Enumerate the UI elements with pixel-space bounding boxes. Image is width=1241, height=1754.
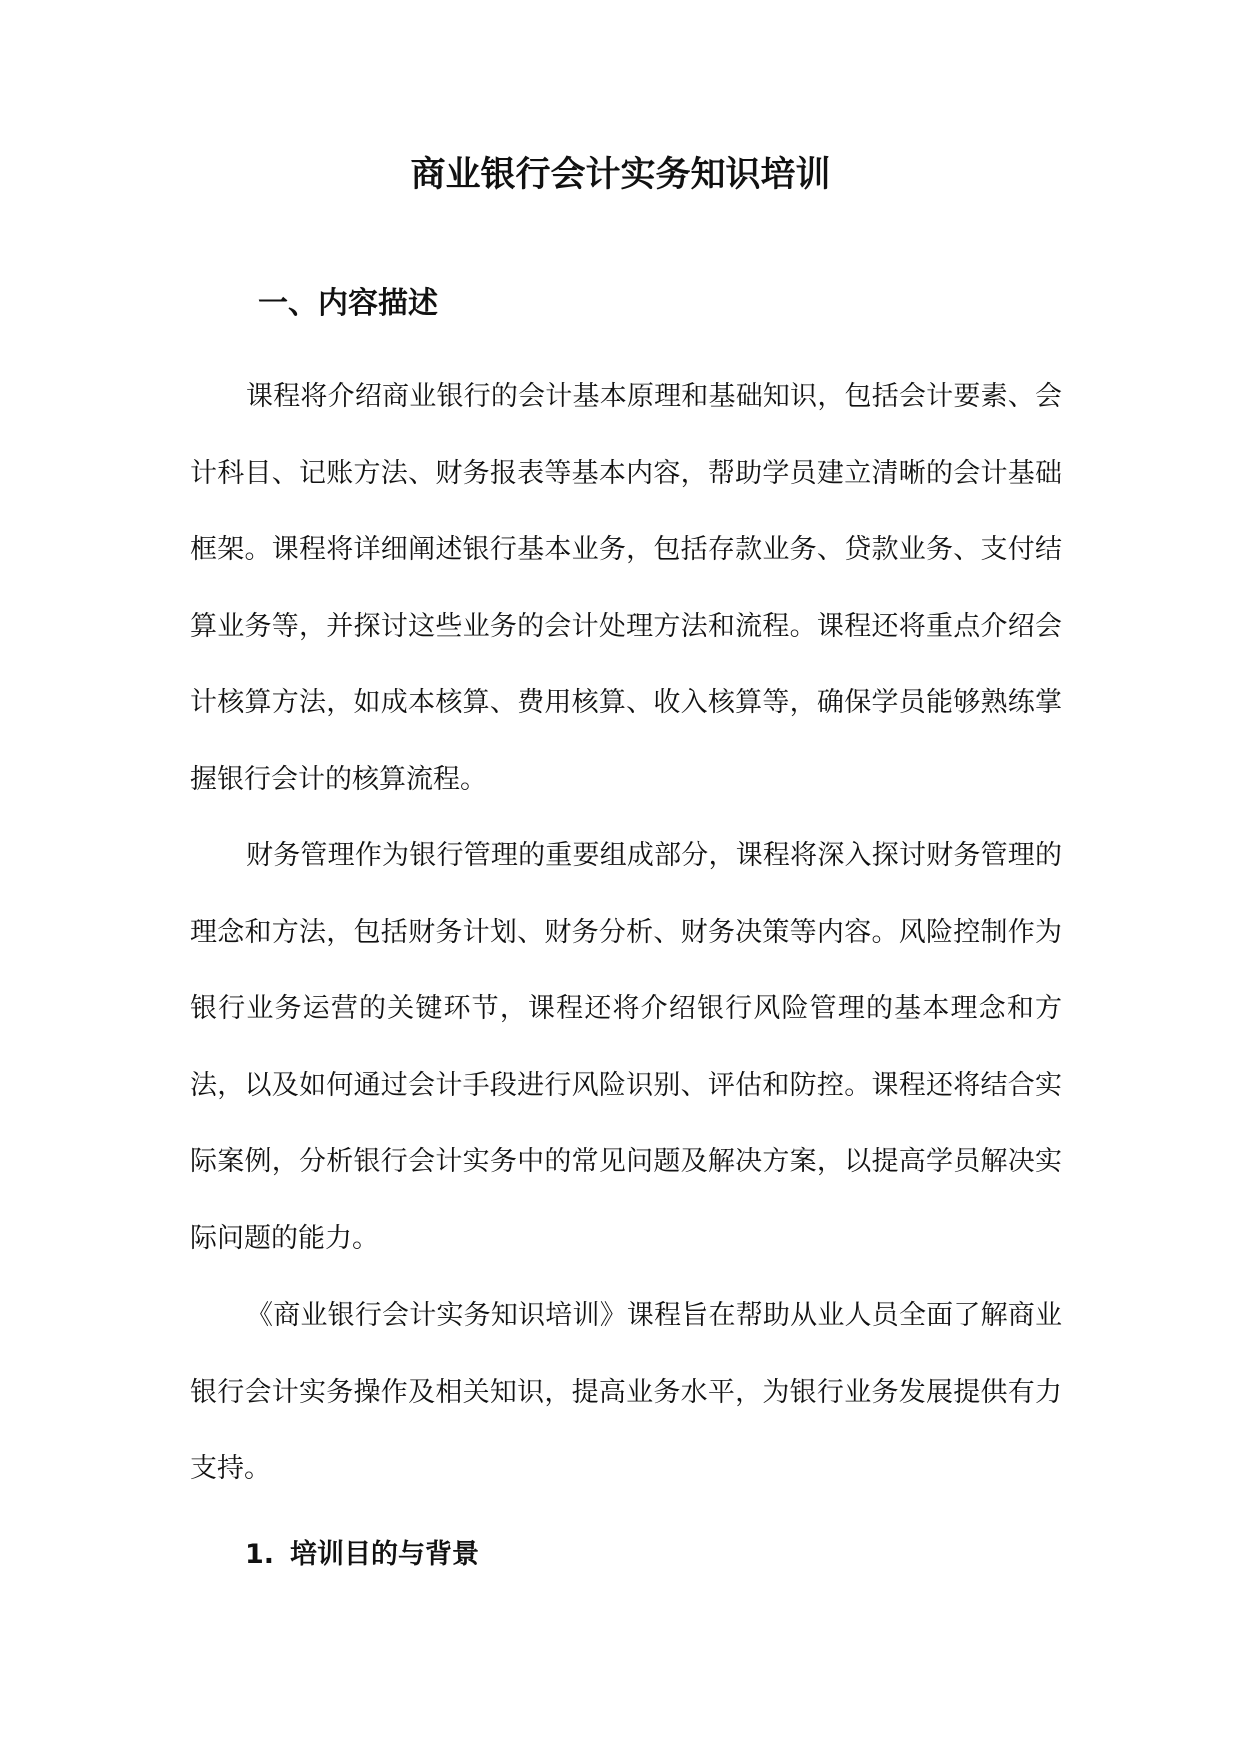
body-paragraph-1: 课程将介绍商业银行的会计基本原理和基础知识，包括会计要素、会计科目、记账方法、财务报表等基本内容，帮助学员建立清晰的会计基础框架。课程将详细阐述银行基本业务，包括存款业务、贷款业务、支付结算业务等，并探讨这些业务的会计处理方法和流程。课程还将重点介绍会计核算方法，如成本核算、费用核算、收入核算等，确保学员能够熟练掌握银行会计的核算流程。 <box>190 381 1062 795</box>
section-heading: 一、内容描述 <box>258 286 438 321</box>
body-paragraph-3: 《商业银行会计实务知识培训》课程旨在帮助从业人员全面了解商业银行会计实务操作及相关知识，提高业务水平，为银行业务发展提供有力支持。 <box>190 1300 1062 1484</box>
document-title: 商业银行会计实务知识培训 <box>410 155 831 195</box>
subheading-text: 培训目的与背景 <box>290 1539 479 1570</box>
subheading <box>245 1535 479 1575</box>
body-paragraph-2: 财务管理作为银行管理的重要组成部分，课程将深入探讨财务管理的理念和方法，包括财务计划、财务分析、财务决策等内容。风险控制作为银行业务运营的关键环节，课程还将介绍银行风险管理的基本理念和方法，以及如何通过会计手段进行风险识别、评估和防控。课程还将结合实际案例，分析银行会计实务中的常见问题及解决方案，以提高学员解决实际问题的能力。 <box>190 840 1062 1254</box>
subheading-number: 1. <box>245 1539 275 1570</box>
